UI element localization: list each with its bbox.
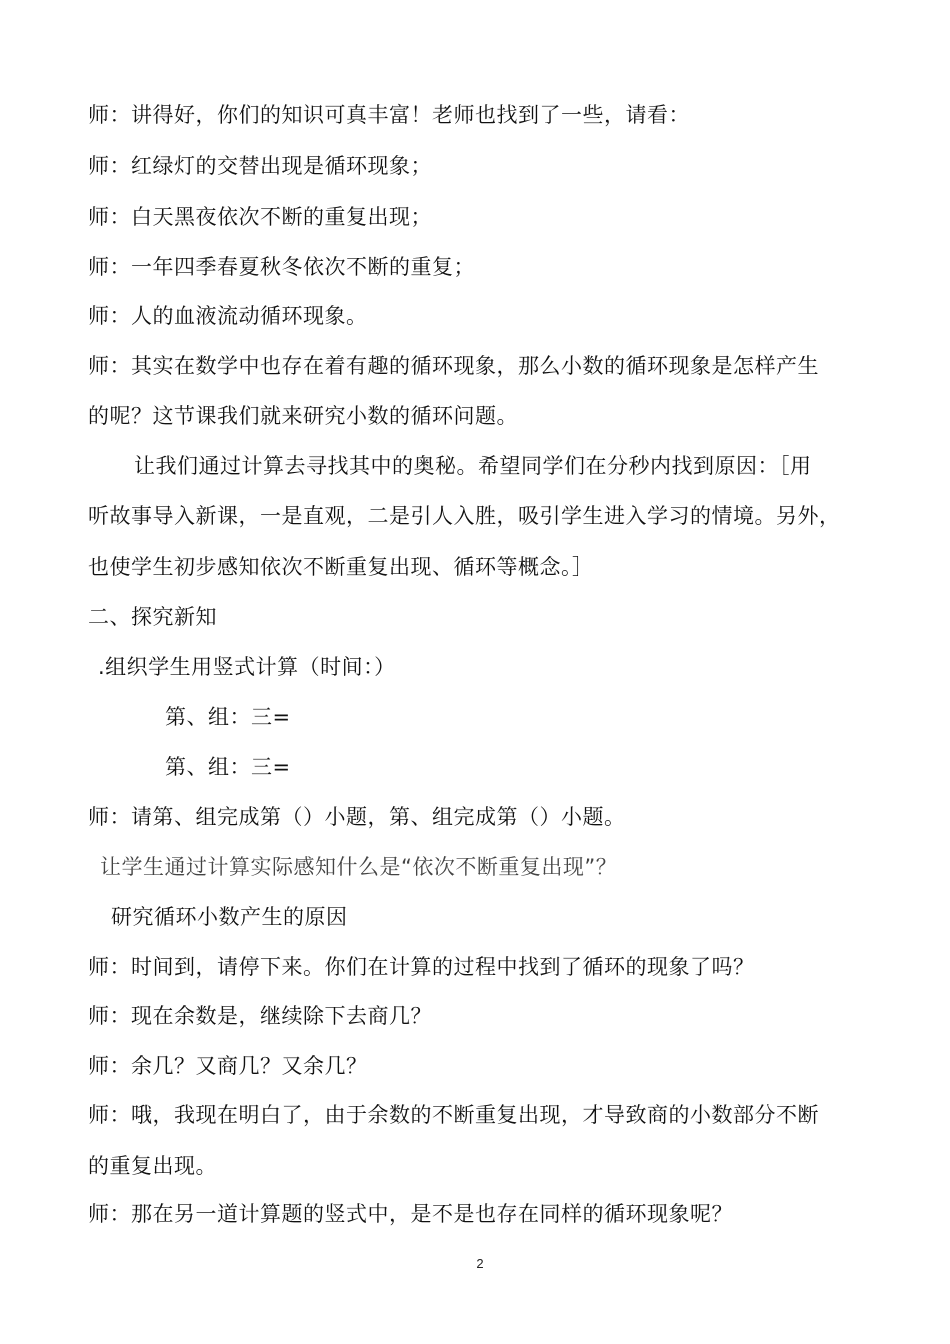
text-line: 师：现在余数是，继续除下去商几？ <box>88 1004 432 1028</box>
text-line: 听故事导入新课，一是直观，二是引人入胜，吸引学生进入学习的情境。另外， <box>88 504 841 528</box>
section-heading: 二、探究新知 <box>88 605 217 629</box>
page-number: 2 <box>476 1256 484 1271</box>
text-line: 师：其实在数学中也存在着有趣的循环现象，那么小数的循环现象是怎样产生 <box>88 354 819 378</box>
text-line: 师：人的血液流动循环现象。 <box>88 304 368 328</box>
text-line: 让我们通过计算去寻找其中的奥秘。希望同学们在分秒内找到原因：［用 <box>134 454 812 478</box>
subsection-heading: 研究循环小数产生的原因 <box>111 905 348 929</box>
text-line: 师：余几？又商几？又余几？ <box>88 1054 368 1078</box>
math-line: 第、组：三= <box>165 705 291 729</box>
text-line: 的呢？这节课我们就来研究小数的循环问题。 <box>88 404 518 428</box>
text-line: 的重复出现。 <box>88 1154 217 1178</box>
text-line: 师：请第、组完成第（）小题，第、组完成第（）小题。 <box>88 805 626 829</box>
text-line: 让学生通过计算实际感知什么是“依次不断重复出现”？ <box>100 855 618 879</box>
text-line: 师：那在另一道计算题的竖式中，是不是也存在同样的循环现象呢？ <box>88 1202 733 1226</box>
text-line: 师：时间到，请停下来。你们在计算的过程中找到了循环的现象了吗？ <box>88 955 755 979</box>
text-line: .组织学生用竖式计算（时间：） <box>98 655 396 679</box>
text-line: 师：讲得好，你们的知识可真丰富！老师也找到了一些，请看： <box>88 103 690 127</box>
text-line: 也使学生初步感知依次不断重复出现、循环等概念。］ <box>88 555 594 579</box>
text-line: 师：哦，我现在明白了，由于余数的不断重复出现，才导致商的小数部分不断 <box>88 1103 819 1127</box>
text-line: 师：红绿灯的交替出现是循环现象； <box>88 154 432 178</box>
math-line: 第、组：三= <box>165 755 291 779</box>
text-line: 师：白天黑夜依次不断的重复出现； <box>88 205 432 229</box>
text-line: 师：一年四季春夏秋冬依次不断的重复； <box>88 255 475 279</box>
